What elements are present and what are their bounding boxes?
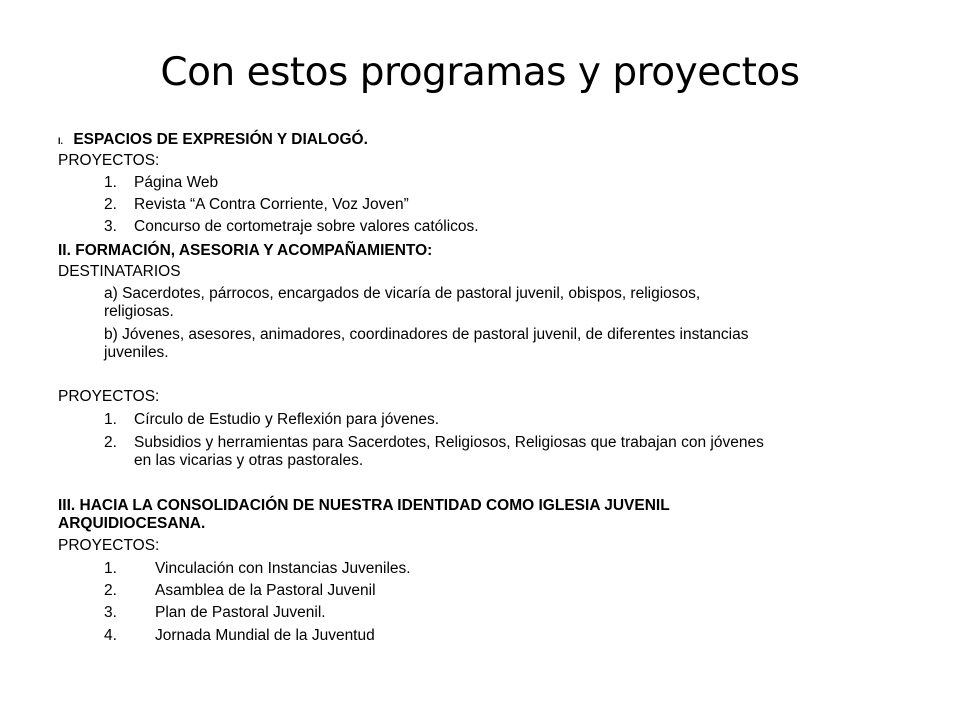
destinatario-line: juveniles. — [104, 344, 169, 361]
section-2-item-text: Subsidios y herramientas para Sacerdotes, Religiosos, Religiosas que trabajan con jóvenes — [134, 434, 764, 451]
section-2-subheading: PROYECTOS: — [58, 388, 160, 405]
section-1-numeral: I. — [58, 136, 64, 146]
section-3-item-num: 2. — [104, 582, 117, 599]
section-1-item-num: 2. — [104, 196, 117, 213]
section-2-item-num: 2. — [104, 434, 117, 451]
destinatario-line: religiosas. — [104, 303, 174, 320]
section-2-destinatarios-label: DESTINATARIOS — [58, 263, 181, 280]
section-2-item-text: Círculo de Estudio y Reflexión para jóvenes. — [134, 411, 439, 428]
section-2-item-num: 1. — [104, 411, 117, 428]
section-1-item-num: 3. — [104, 218, 117, 235]
section-3-heading-cont: ARQUIDIOCESANA. — [58, 515, 206, 532]
section-1-item-num: 1. — [104, 174, 117, 191]
section-3-item-num: 4. — [104, 627, 117, 644]
section-1-title: ESPACIOS DE EXPRESIÓN Y DIALOGÓ. — [73, 131, 368, 148]
section-1-heading — [58, 131, 368, 150]
section-1-subheading: PROYECTOS: — [58, 152, 160, 169]
section-3-item-num: 1. — [104, 560, 117, 577]
section-2-item-text-cont: en las vicarias y otras pastorales. — [134, 452, 364, 469]
destinatario-line: b) Jóvenes, asesores, animadores, coordinadores de pastoral juvenil, de diferentes instancias — [104, 326, 749, 343]
destinatario-line: a) Sacerdotes, párrocos, encargados de vicaría de pastoral juvenil, obispos, religiosos, — [104, 285, 701, 302]
section-1-item-text: Concurso de cortometraje sobre valores católicos. — [134, 218, 479, 235]
section-2-heading: II. FORMACIÓN, ASESORIA Y ACOMPAÑAMIENTO: — [58, 242, 433, 259]
section-3-item-text: Asamblea de la Pastoral Juvenil — [155, 582, 376, 599]
page-title: Con estos programas y proyectos — [160, 50, 800, 95]
section-1-item-text: Revista “A Contra Corriente, Voz Joven” — [134, 196, 409, 213]
section-3-item-text: Vinculación con Instancias Juveniles. — [155, 560, 411, 577]
section-3-item-text: Plan de Pastoral Juvenil. — [155, 604, 326, 621]
section-3-subheading: PROYECTOS: — [58, 537, 160, 554]
section-3-heading: III. HACIA LA CONSOLIDACIÓN DE NUESTRA IDENTIDAD COMO IGLESIA JUVENIL — [58, 497, 670, 514]
section-1-item-text: Página Web — [134, 174, 219, 191]
section-3-item-text: Jornada Mundial de la Juventud — [155, 627, 375, 644]
section-3-item-num: 3. — [104, 604, 117, 621]
